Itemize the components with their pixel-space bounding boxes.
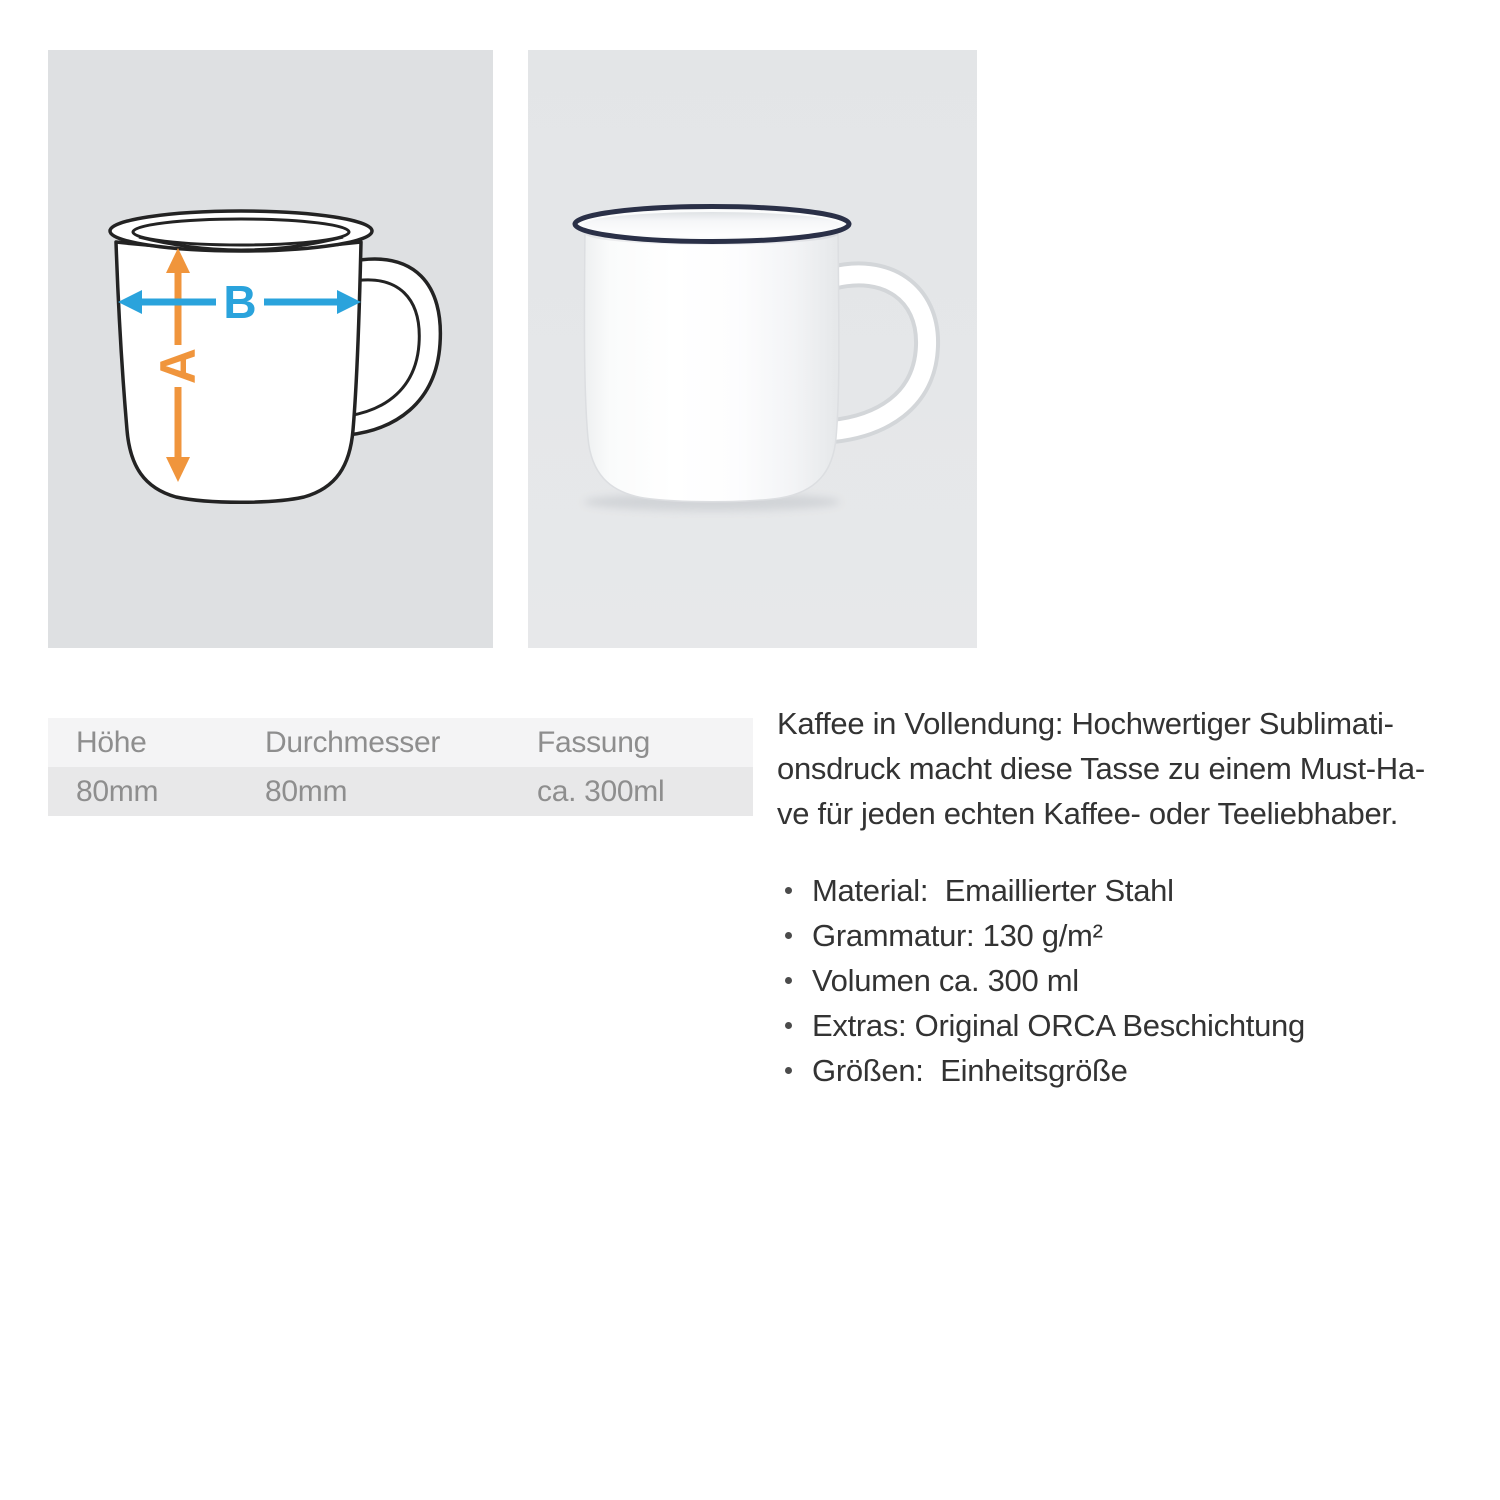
bullet-dot-icon [785, 1022, 792, 1029]
size-table-value-row [48, 767, 753, 816]
list-item [777, 913, 1477, 958]
mug-photo-panel [528, 50, 977, 648]
feature-groessen: Größen: Einheitsgröße [812, 1053, 1128, 1088]
product-description [777, 701, 1477, 1093]
bullet-dot-icon [785, 932, 792, 939]
list-item [777, 1048, 1477, 1093]
mug-dimension-diagram [48, 50, 493, 648]
size-table-header-durchmesser: Durchmesser [265, 726, 441, 759]
description-paragraph [777, 701, 1477, 836]
description-line: ve für jeden echten Kaffee- oder Teeliebhaber. [777, 796, 1399, 831]
list-item [777, 868, 1477, 913]
list-item [777, 958, 1477, 1003]
size-table-header-hoehe: Höhe [76, 726, 147, 759]
bullet-dot-icon [785, 887, 792, 894]
size-table-value-hoehe: 80mm [76, 775, 159, 808]
size-table-header-row [48, 718, 753, 767]
feature-material: Material: Emaillierter Stahl [812, 873, 1174, 908]
dimension-label-a: A [150, 347, 206, 385]
bullet-dot-icon [785, 977, 792, 984]
enamel-mug-photo [528, 50, 977, 648]
bullet-dot-icon [785, 1067, 792, 1074]
photo-mug-opening [584, 212, 840, 237]
description-line: onsdruck macht diese Tasse zu einem Must-Ha- [777, 751, 1425, 786]
feature-extras: Extras: Original ORCA Beschichtung [812, 1008, 1305, 1043]
size-table-value-fassung: ca. 300ml [537, 775, 665, 808]
mug-dimension-diagram-panel [48, 50, 493, 648]
size-table-header-fassung: Fassung [537, 726, 650, 759]
size-table-value-durchmesser: 80mm [265, 775, 348, 808]
description-line: Kaffee in Vollendung: Hochwertiger Sublimati- [777, 706, 1394, 741]
size-table [48, 718, 753, 816]
list-item [777, 1003, 1477, 1048]
feature-volumen: Volumen ca. 300 ml [812, 963, 1079, 998]
dimension-label-b: B [223, 276, 257, 328]
product-feature-list [777, 868, 1477, 1093]
photo-mug-body [584, 228, 838, 502]
feature-grammatur: Grammatur: 130 g/m² [812, 918, 1103, 953]
